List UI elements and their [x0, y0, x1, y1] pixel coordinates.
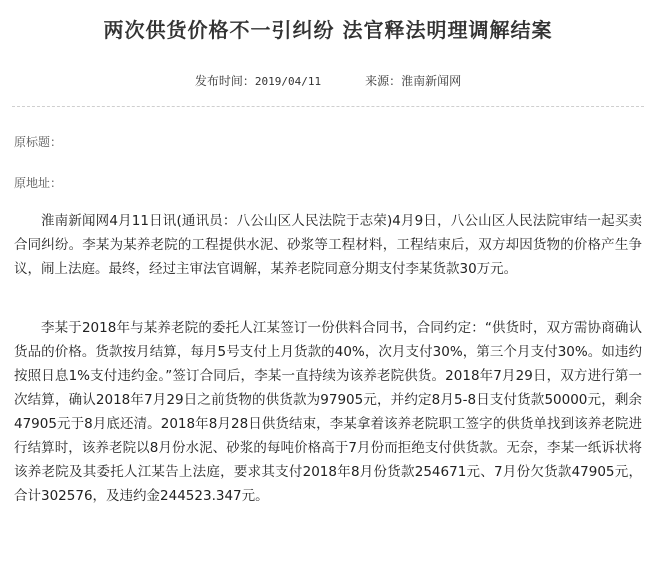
- original-url-label: 原地址：: [14, 176, 63, 190]
- article-paragraph-2: 李某于2018年与某养老院的委托人江某签订一份供料合同书，合同约定：“供货时，双方需协商确认货品的价格。货款按月结算，每月5号支付上月货款的40%，次月支付30%，第三个月支付30%。如违约按照日息1%支付违约金。”签订合同后，李某一直持续为该养老院供货。2018年7月29日，双方进行第一次结算，确认2018年7月29日之前货物的供货款为97905元，并约定8月5-8日支付货款50000元，剩余47905元于8月底还清。2018年8月28日供货结束，李某拿着该养老院职工签字的供货单找到该养老院进行结算时，该养老院以8月份水泥、砂浆的每吨价格高于7月份而拒绝支付供货款。无奈，李某一纸诉状将该养老院及其委托人江某告上法庭，要求其支付2018年8月份货款254671元、7月份欠货款47905元，合计302576，及违约金244523.347元。: [14, 320, 642, 504]
- original-title-label: 原标题：: [14, 135, 63, 149]
- article-meta: [0, 72, 656, 89]
- source-label: 来源：: [365, 74, 402, 88]
- article-paragraph-1: 淮南新闻网4月11日讯(通讯员：八公山区人民法院于志荣)4月9日，八公山区人民法院审结一起买卖合同纠纷。李某为某养老院的工程提供水泥、砂浆等工程材料，工程结束后，双方却因货物的价格产生争议，闹上法庭。最终，经过主审法官调解，某养老院同意分期支付李某货款30万元。: [14, 213, 642, 277]
- publish-label: 发布时间：: [194, 74, 255, 88]
- publish-date: 2019/04/11: [254, 75, 322, 88]
- meta-divider: [12, 106, 644, 107]
- source-name: 淮南新闻网: [401, 74, 462, 88]
- article-title: 两次供货价格不一引纠纷 法官释法明理调解结案: [103, 18, 553, 42]
